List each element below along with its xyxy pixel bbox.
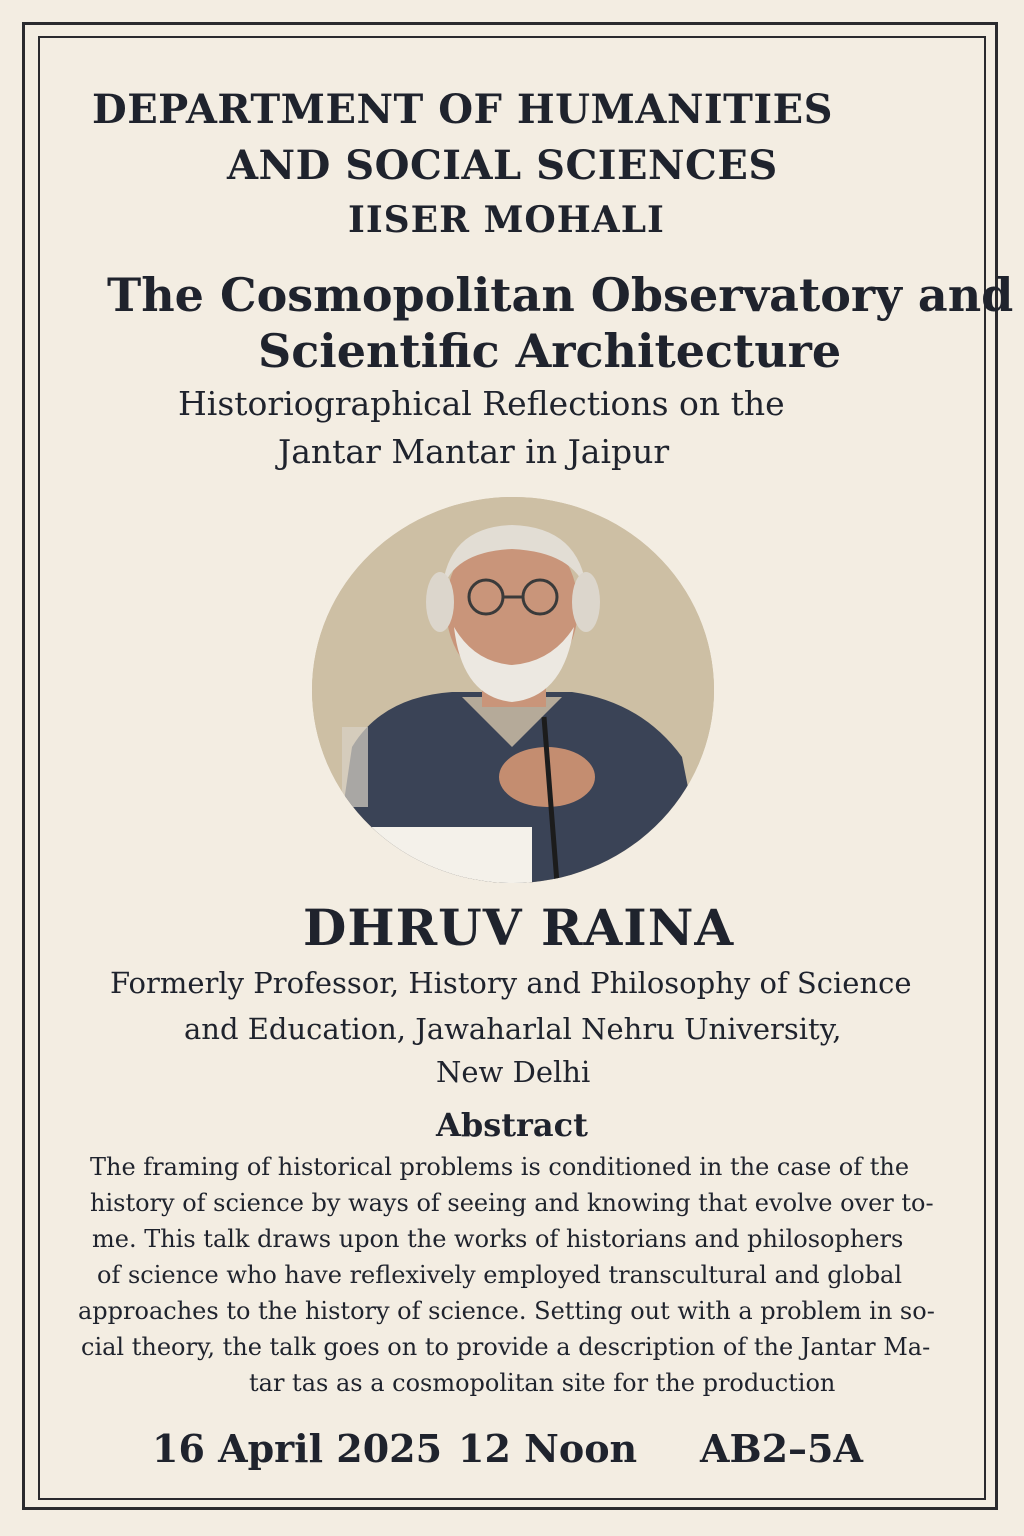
event-venue: AB2–5A: [700, 1426, 863, 1471]
abstract-line: approaches to the history of science. Setting out with a problem in so-: [78, 1297, 935, 1325]
event-time: 12 Noon: [458, 1426, 638, 1471]
speaker-name: DHRUV RAINA: [303, 898, 735, 957]
speaker-portrait: [312, 497, 714, 883]
abstract-line: history of science by ways of seeing and knowing that evolve over to-: [90, 1189, 934, 1217]
abstract-line: of science who have reflexively employed transcultural and global: [97, 1261, 903, 1289]
talk-title-line-1: The Cosmopolitan Observatory and: [107, 268, 1014, 322]
abstract-line: cial theory, the talk goes on to provide a description of the Jantar Ma-: [81, 1333, 931, 1361]
department-line-2: AND SOCIAL SCIENCES: [227, 142, 778, 189]
talk-title-line-2: Scientific Architecture: [258, 324, 842, 378]
speaker-portrait-illustration: [312, 497, 714, 883]
talk-subtitle-line-1: Historiographical Reflections on the: [178, 384, 785, 423]
abstract-line: me. This talk draws upon the works of historians and philosophers: [92, 1225, 904, 1253]
department-line-1: DEPARTMENT OF HUMANITIES: [92, 86, 833, 133]
institute-name: IISER MOHALI: [348, 199, 665, 241]
event-date: 16 April 2025: [152, 1426, 443, 1471]
abstract-line: tar tas as a cosmopolitan site for the production: [249, 1369, 836, 1397]
abstract-line: The framing of historical problems is conditioned in the case of the: [90, 1153, 910, 1181]
abstract-heading: Abstract: [436, 1106, 588, 1144]
talk-subtitle-line-2: Jantar Mantar in Jaipur: [278, 432, 670, 471]
speaker-affiliation-line-2: and Education, Jawaharlal Nehru University,: [184, 1012, 842, 1046]
speaker-affiliation-line-1: Formerly Professor, History and Philosophy of Science: [110, 966, 912, 1000]
speaker-affiliation-line-3: New Delhi: [436, 1055, 591, 1089]
